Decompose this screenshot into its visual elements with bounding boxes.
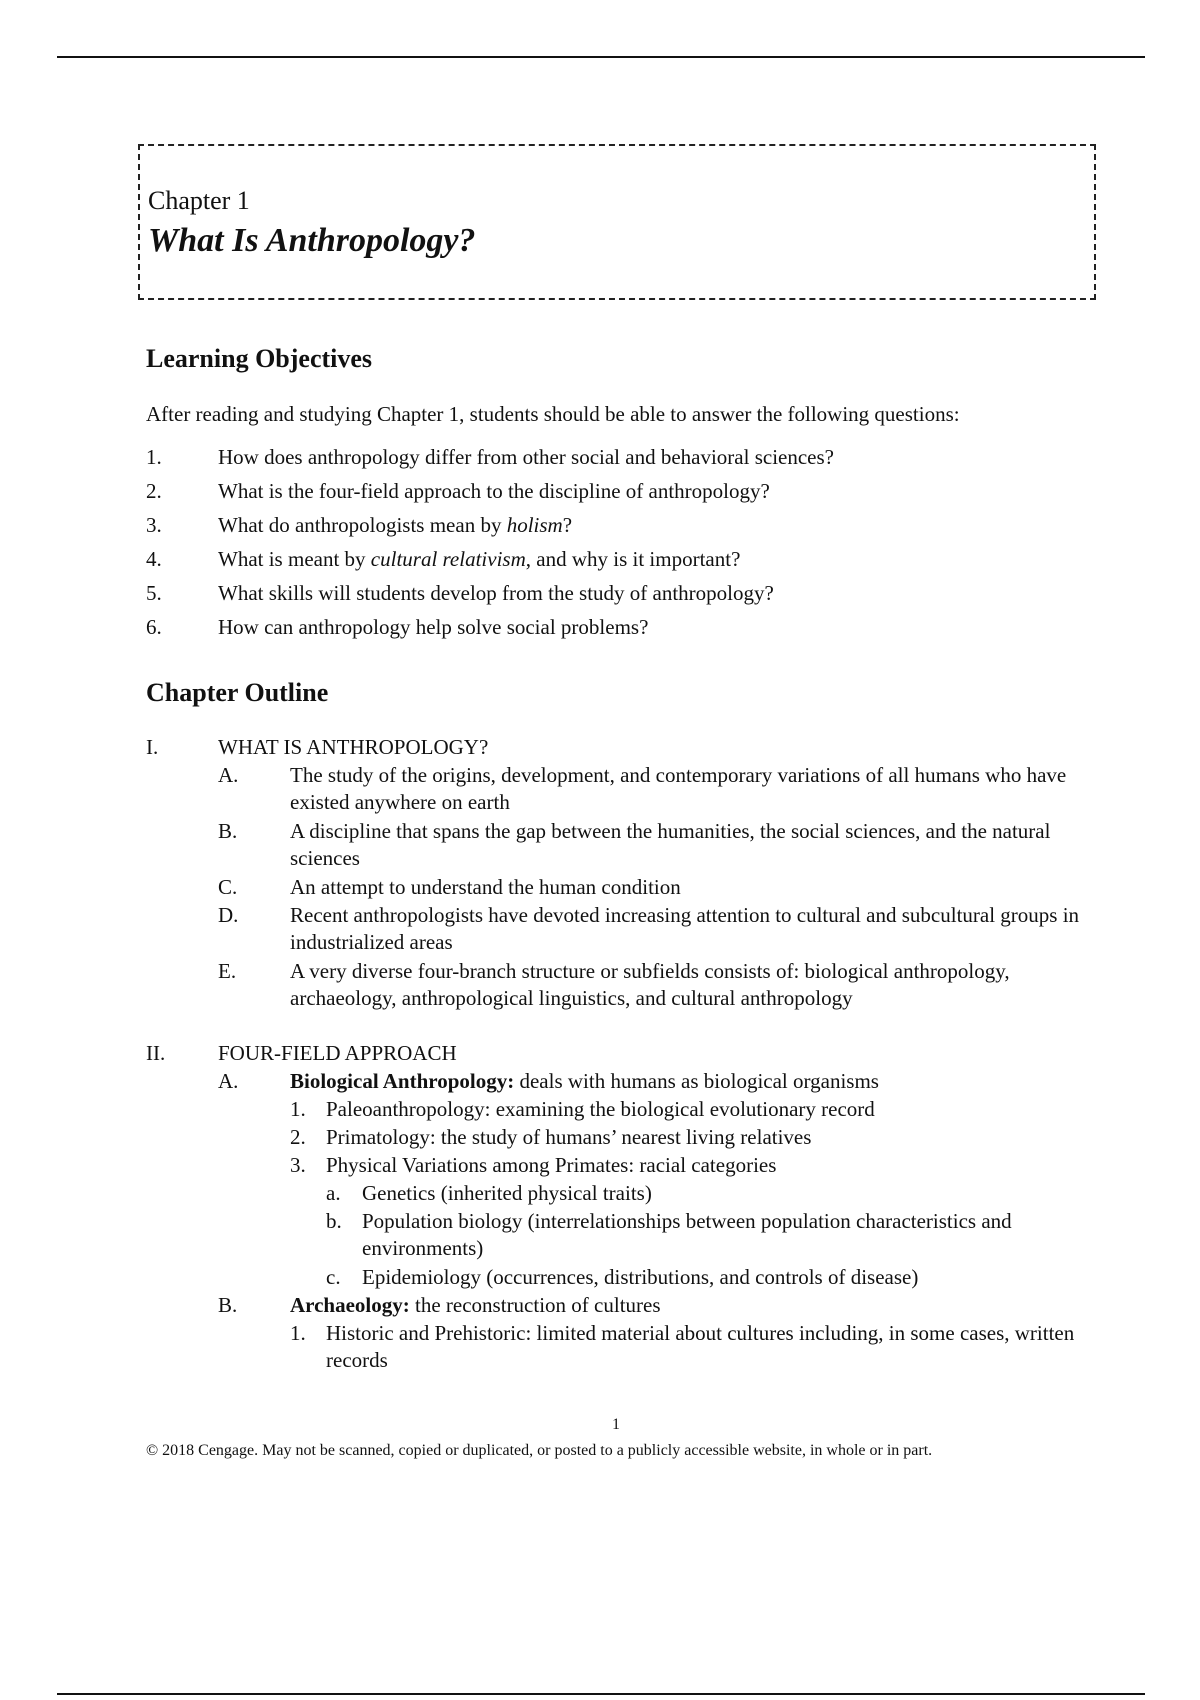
objectives-intro: After reading and studying Chapter 1, students should be able to answer the following questions: — [146, 402, 960, 426]
top-rule — [57, 56, 1145, 58]
chapter-label: Chapter 1 — [148, 186, 250, 215]
chapter-outline-heading: Chapter Outline — [146, 678, 329, 707]
learning-objectives-heading: Learning Objectives — [146, 344, 373, 373]
page-number: 1 — [612, 1416, 620, 1433]
bottom-rule — [57, 1693, 1145, 1695]
chapter-header-box — [138, 144, 1096, 300]
chapter-title: What Is Anthropology? — [148, 222, 476, 259]
copyright-notice: © 2018 Cengage. May not be scanned, copied or duplicated, or posted to a publicly accessible website, in whole or in part. — [146, 1442, 933, 1459]
